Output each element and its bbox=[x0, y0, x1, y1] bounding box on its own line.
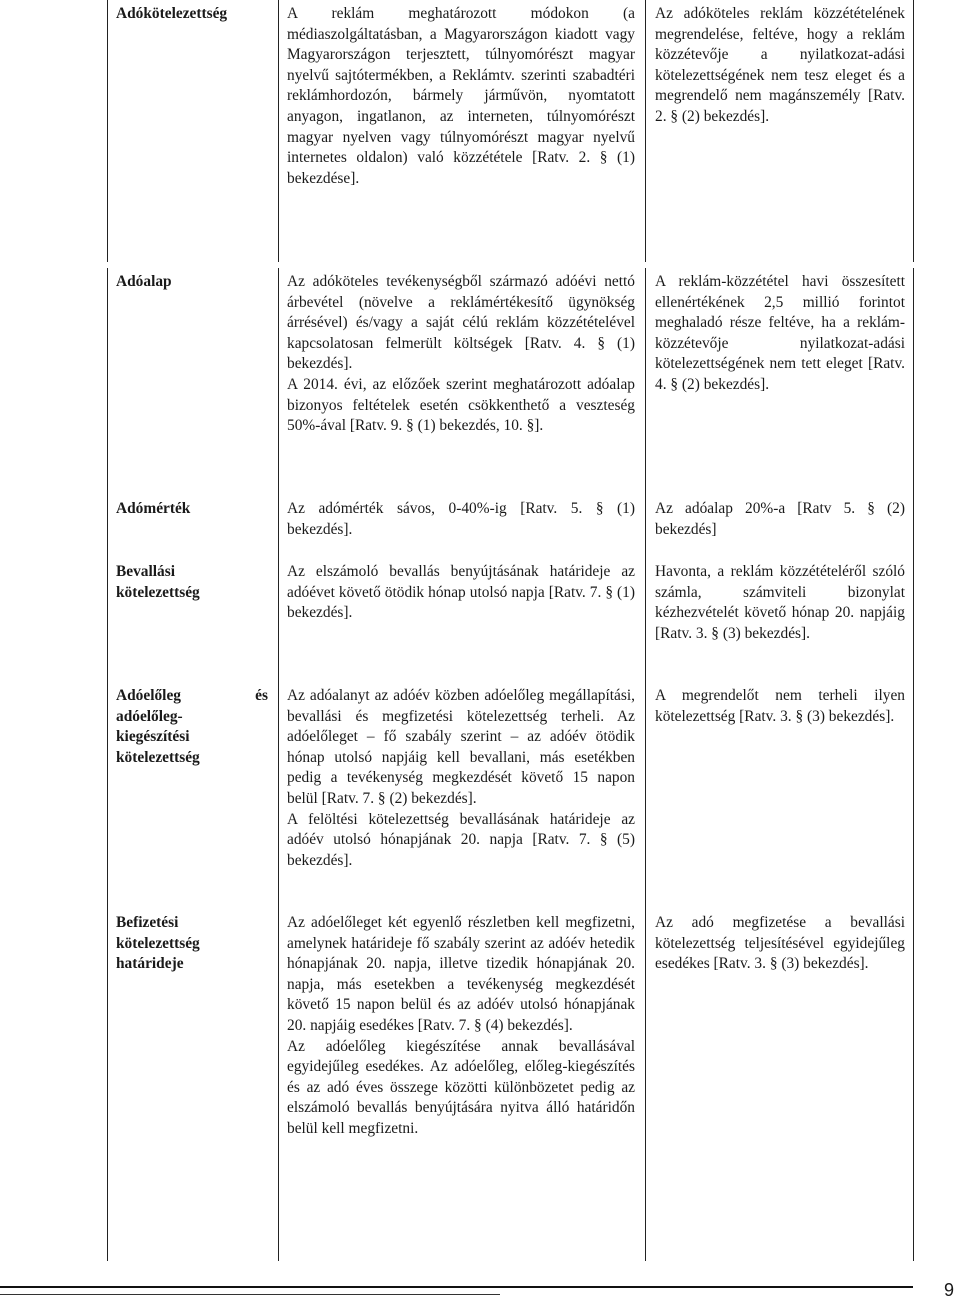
row-description-text: Az adóköteles tevékenységből származó adóévi nettó árbevétel (növelve a reklámértékesítő ügynökség árrésével) és/vagy a saját célú reklám közzétételével kapcsolatosan felmerült költségek [Ratv. 4. § (1) bekezdés]. bbox=[287, 273, 635, 373]
row-heading bbox=[116, 562, 274, 603]
row-heading-text: kiegészítési bbox=[116, 728, 190, 746]
row-heading-text: kötelezettség bbox=[116, 748, 200, 766]
row-description-text: Az elszámoló bevallás benyújtásának határideje az adóévet követő ötödik hónap utolsó napja [Ratv. 7. § (1) bekezdés]. bbox=[287, 563, 635, 622]
page-number: 9 bbox=[944, 1280, 955, 1300]
row-description bbox=[287, 562, 635, 624]
row-description bbox=[287, 499, 635, 540]
row-description-text: A felöltési kötelezettség bevallásának határideje az adóév utolsó hónapjának 20. napja [Ratv. 7. § (5) bekezdés]. bbox=[287, 810, 635, 869]
row-customer-text: Az adóalap 20%-a [Ratv 5. § (2) bekezdés] bbox=[655, 500, 905, 538]
row-customer-description bbox=[655, 272, 905, 396]
row-description-text: A 2014. évi, az előzőek szerint meghatározott adóalap bizonyos feltételek esetén csökkenthető a veszteség 50%-ával [Ratv. 9. § (1) bekezdés, 10. §]. bbox=[287, 375, 635, 435]
footer-rule bbox=[0, 1286, 913, 1288]
row-heading-text: Bevallási bbox=[116, 563, 175, 580]
row-heading bbox=[116, 499, 274, 520]
row-description-text: Az adóalanyt az adóév közben adóelőleg megállapítási, bevallási és megfizetési kötelezettség terheli. Az adóelőleget – fő szabály szerint – az adóév ötödik hónap utolsó napjáig kell bevallani, más esetékben pedig a tevékenység megkezdését követő 15 napon belül [Ratv. 7. § (2) bekezdés]. bbox=[287, 687, 635, 807]
row-customer-text: Az adó megfizetése a bevallási kötelezettség teljesítésével egyidejűleg esedékes [Ratv. 3. § (3) bekezdés]. bbox=[655, 914, 905, 973]
row-customer-text: A reklám-közzététel havi összesített ellenértékének 2,5 millió forintot meghaladó része feltéve, ha a reklám-közzétevője nyilatkozat-adási kötelezettségének nem tett eleget [Ratv. 4. § (2) bekezdés]. bbox=[655, 273, 905, 393]
row-description-text: Az adómérték sávos, 0-40%-ig [Ratv. 5. § (1) bekezdés]. bbox=[287, 500, 635, 538]
footer-rule-secondary bbox=[0, 1294, 500, 1295]
row-heading bbox=[116, 913, 274, 975]
row-heading-text: adóelőleg- bbox=[116, 707, 183, 725]
row-heading-text: Befizetési bbox=[116, 914, 179, 931]
row-description-text: A reklám meghatározott módokon (a médiaszolgáltatásban, a Magyarországon kiadott vagy Magyarországon terjesztett, túlnyomórészt magyar nyelvű sajtótermékben, a Reklámtv. szerinti szabadtéri reklámhordozón, bármely járművön, nyomtatott anyagon, ingatlanon, az interneten, túlnyomórészt magyar nyelven vagy túlnyomórészt magyar nyelvű internetes oldalon) való közzététele [Ratv. 2. § (1) bekezdése]. bbox=[287, 5, 635, 187]
row-description bbox=[287, 686, 635, 871]
row-description-text: Az adóelőleg kiegészítése annak bevallásával egyidejűleg esedékes. Az adóelőleg, előleg-kiegészítés és az adó éves összege közötti különbözetet pedig az elszámoló bevallás benyújtására nyitva álló határidőn belül kell megfizetni. bbox=[287, 1037, 635, 1137]
table-right-border bbox=[913, 0, 914, 262]
column-divider-2 bbox=[645, 268, 646, 1261]
table-right-border bbox=[913, 268, 914, 1261]
row-description-text: Az adóelőleget két egyenlő részletben kell megfizetni, amelynek határideje fő szabály szerint az adóév hetedik hónapjának 20. napja, illetve tizedik hónapjának 20. napja, más esetekben a tevékenység megkezdését követő 15 napon belül és az adóév utolsó hónapjának 20. napjáig esedékes [Ratv. 7. § (4) bekezdés]. bbox=[287, 914, 635, 1034]
table-left-border bbox=[107, 268, 108, 1261]
row-customer-description bbox=[655, 499, 905, 540]
row-description bbox=[287, 272, 635, 437]
row-customer-description bbox=[655, 562, 905, 644]
row-heading-text: határideje bbox=[116, 955, 184, 973]
row-description bbox=[287, 4, 635, 189]
row-heading-text: kötelezettség bbox=[116, 934, 200, 952]
row-heading-text: kötelezettség bbox=[116, 583, 200, 601]
row-heading-text: Adókötelezettség bbox=[116, 5, 228, 22]
row-heading-text: Adóalap bbox=[116, 273, 172, 290]
row-customer-text: Havonta, a reklám közzétételéről szóló számla, számviteli bizonylat kézhezvételét követő hónap 20. napjáig [Ratv. 3. § (3) bekezdés]. bbox=[655, 563, 905, 642]
row-description bbox=[287, 913, 635, 1140]
row-heading-text: Adómérték bbox=[116, 500, 191, 517]
table-left-border bbox=[107, 0, 108, 262]
row-heading bbox=[116, 272, 274, 293]
column-divider-1 bbox=[278, 0, 279, 262]
row-heading bbox=[116, 686, 268, 768]
row-customer-description bbox=[655, 686, 905, 727]
row-customer-description bbox=[655, 913, 905, 975]
row-heading bbox=[116, 4, 274, 25]
row-heading-text: Adóelőleg és bbox=[116, 687, 268, 704]
row-customer-text: Az adóköteles reklám közzétételének megrendelése, feltéve, hogy a reklám közzétevője a nyilatkozat-adási kötelezettségének nem tesz eleget és a megrendelő nem magánszemély [Ratv. 2. § (2) bekezdés]. bbox=[655, 5, 905, 125]
row-customer-description bbox=[655, 4, 905, 128]
column-divider-2 bbox=[645, 0, 646, 262]
row-customer-text: A megrendelőt nem terheli ilyen kötelezettség [Ratv. 3. § (3) bekezdés]. bbox=[655, 687, 905, 725]
column-divider-1 bbox=[278, 268, 279, 1261]
